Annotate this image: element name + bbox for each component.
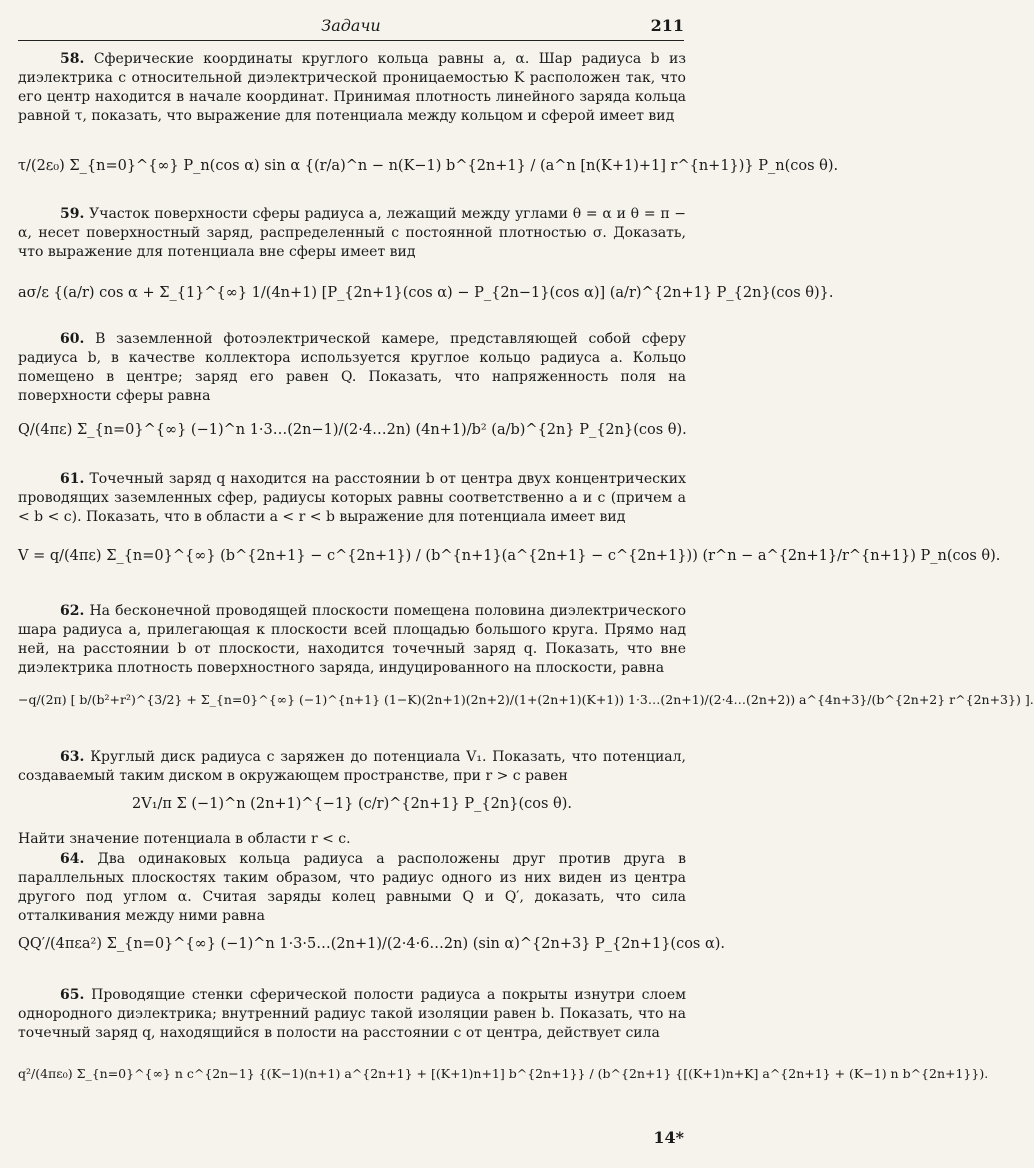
signature-mark: 14* [653, 1128, 684, 1147]
formula-58: τ/(2ε₀) Σ_{n=0}^{∞} P_n(cos α) sin α {(r/a)^n − n(K−1) b^{2n+1} / (a^n [n(K+1)+1] r^{n+1})} P_n(cos θ). [18, 158, 839, 174]
problem-number: 65. [60, 987, 85, 1003]
problem-text: Два одинаковых кольца радиуса a расположены друг против друга в параллельных плоскостях таким образом, что радиус одного из них виден из центра другого под углом α. Считая заряды колец равными Q и Q′, доказать, что сила отталкивания между ними равна [18, 851, 686, 924]
problem-65 [18, 986, 686, 1043]
problem-text: На бесконечной проводящей плоскости помещена половина диэлектрического шара радиуса a, прилегающая к плоскости всей площадью большого круга. Прямо над ней, на расстоянии b от плоскости, находится точечный заряд q. Показать, что вне диэлектрика плотность поверхностного заряда, индуцированного на плоскости, равна [18, 603, 686, 676]
formula-59: aσ/ε {(a/r) cos α + Σ_{1}^{∞} 1/(4n+1) [P_{2n+1}(cos α) − P_{2n−1}(cos α)] (a/r)^{2n+1} P_{2n}(cos θ)}. [18, 285, 834, 301]
running-title: Задачи [321, 16, 381, 35]
problem-59 [18, 205, 686, 262]
problem-61 [18, 470, 686, 527]
problem-number: 60. [60, 331, 85, 347]
problem-63-followup: Найти значение потенциала в области r < c. [18, 831, 351, 847]
problem-58 [18, 50, 686, 126]
formula-64: QQ′/(4πεa²) Σ_{n=0}^{∞} (−1)^n 1·3·5…(2n+1)/(2·4·6…2n) (sin α)^{2n+3} P_{2n+1}(cos α). [18, 936, 726, 952]
problem-text: Точечный заряд q находится на расстоянии b от центра двух концентрических проводящих заземленных сфер, радиусы которых равны соответственно a и c (причем a < b < c). Показать, что в области a < r < b выражение для потенциала имеет вид [18, 471, 686, 525]
problem-63 [18, 748, 686, 786]
page-header [18, 14, 684, 41]
problem-number: 58. [60, 51, 85, 67]
page-number: 211 [650, 16, 684, 35]
problem-text: Участок поверхности сферы радиуса a, лежащий между углами θ = α и θ = π − α, несет поверхностный заряд, распределенный с постоянной плотностью σ. Доказать, что выражение для потенциала вне сферы имеет вид [18, 206, 686, 260]
problem-number: 61. [60, 471, 85, 487]
formula-60: Q/(4πε) Σ_{n=0}^{∞} (−1)^n 1·3…(2n−1)/(2·4…2n) (4n+1)/b² (a/b)^{2n} P_{2n}(cos θ). [18, 422, 687, 438]
problem-text: Круглый диск радиуса c заряжен до потенциала V₁. Показать, что потенциал, создаваемый таким диском в окружающем пространстве, при r > c равен [18, 749, 687, 784]
problem-number: 64. [60, 851, 85, 867]
problem-62 [18, 602, 686, 678]
formula-65: q²/(4πε₀) Σ_{n=0}^{∞} n c^{2n−1} {(K−1)(n+1) a^{2n+1} + [(K+1)n+1] b^{2n+1}} / (b^{2n+1} {[(K+1)n+K] a^{2n+1} + (K−1) n b^{2n+1}}). [18, 1066, 989, 1081]
problem-number: 62. [60, 603, 85, 619]
formula-61: V = q/(4πε) Σ_{n=0}^{∞} (b^{2n+1} − c^{2n+1}) / (b^{n+1}(a^{2n+1} − c^{2n+1})) (r^n − a^{2n+1}/r^{n+1}) P_n(cos θ). [18, 548, 1001, 564]
formula-63: 2V₁/π Σ (−1)^n (2n+1)^{−1} (c/r)^{2n+1} P_{2n}(cos θ). [132, 796, 572, 812]
problem-64 [18, 850, 686, 926]
problem-text: В заземленной фотоэлектрической камере, представляющей собой сферу радиуса b, в качестве коллектора используется круглое кольцо радиуса a. Кольцо помещено в центре; заряд его равен Q. Показать, что напряженность поля на поверхности сферы равна [18, 331, 686, 404]
problem-text: Сферические координаты круглого кольца равны a, α. Шар радиуса b из диэлектрика с относительной диэлектрической проницаемостью K расположен так, что его центр находится в начале координат. Принимая плотность линейного заряда кольца равной τ, показать, что выражение для потенциала между кольцом и сферой имеет вид [18, 51, 687, 124]
formula-62: −q/(2π) [ b/(b²+r²)^{3/2} + Σ_{n=0}^{∞} (−1)^{n+1} (1−K)(2n+1)(2n+2)/(1+(2n+1)(K+1)) 1·3…(2n+1)/(2·4…(2n+2)) a^{4n+3}/(b^{2n+2} r^{2n+3}) ]. [18, 692, 1034, 707]
problem-60 [18, 330, 686, 406]
problem-text: Проводящие стенки сферической полости радиуса a покрыты изнутри слоем однородного диэлектрика; внутренний радиус такой изоляции равен b. Показать, что на точечный заряд q, находящийся в полости на расстоянии c от центра, действует сила [18, 987, 687, 1041]
problem-number: 59. [60, 206, 85, 222]
problem-number: 63. [60, 749, 85, 765]
